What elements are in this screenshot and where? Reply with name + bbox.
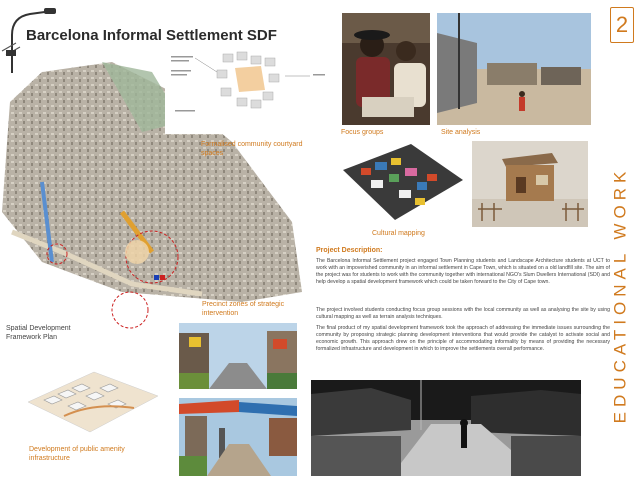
courtyard-inset-diagram [165,46,330,134]
courtyard-caption: Formalised community courtyard spaces [201,141,303,157]
sdf-plan-caption: Spatial Development Framework Plan [6,325,71,341]
project-description-heading: Project Description: [316,247,383,254]
cultural-mapping-caption: Cultural mapping [372,230,425,237]
precinct-caption: Precinct zones of strategic intervention [202,301,285,317]
educational-work-label: EDUCATIONAL WORK [610,166,629,424]
site-analysis-caption: Site analysis [441,129,481,136]
page-title: Barcelona Informal Settlement SDF [26,27,277,44]
street-render-1 [179,323,297,389]
amenity-3d-model [24,366,160,436]
description-paragraph-2: The project involved students conducting focus group sessions with the local community as well as analysing the site by using cultural mapping as well as terrain analysis techniques. [316,307,610,321]
cultural-mapping-shack-model-photo [472,141,588,227]
description-paragraph-1: The Barcelona Informal Settlement project engaged Town Planning students and Landscape Architecture students at UCT to work with an impoverished community in an informal settlement in Cape Town, which is situated on a old landfill site. The aim of the project was for students to work with the community together with international NGO's Slum Dwellers International (SDI) and help develop a spatial development framework which could be taken forward to the City of Cape town. [316,258,610,286]
page-number: 2 [610,7,634,43]
street-render-2 [179,398,297,476]
description-paragraph-3: The final product of my spatial development framework took the approach of addressing the immediate issues surrounding the community by proposing strategic planning development interventions that would provide the catalyst to activate social and economic growth. This approach drew on the principle of accommodating informality by means of providing the necessary formalized infrastructure and development in which to improve the settlements overall performance. [316,325,610,353]
amenity-caption: Development of public amenity infrastructure [29,446,125,462]
focus-groups-photo [342,13,430,125]
focus-groups-caption: Focus groups [341,129,384,136]
site-analysis-photo [437,13,591,125]
settlement-bw-photo [311,380,581,476]
cultural-mapping-model-photo [341,140,465,226]
